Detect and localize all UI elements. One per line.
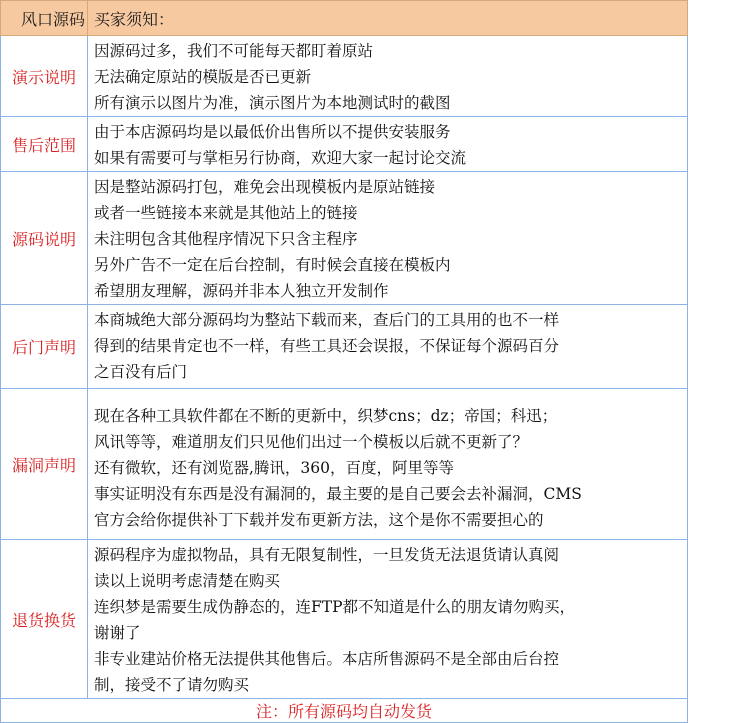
section-line: 读以上说明考虑清楚在购买 (94, 572, 281, 590)
section-line: 谢谢了 (94, 624, 141, 642)
section-line: 还有微软，还有浏览器,腾讯，360，百度，阿里等等 (94, 459, 455, 477)
notice-heading: 买家须知： (88, 1, 688, 36)
section-body (88, 305, 688, 389)
section-label: 售后范围 (1, 117, 88, 172)
section-line: 之百没有后门 (94, 363, 188, 381)
section-line: 未注明包含其他程序情况下只含主程序 (94, 230, 358, 248)
section-body (88, 36, 688, 117)
section-source (1, 172, 688, 305)
shop-name: 风口源码 (1, 1, 88, 36)
section-line: 非专业建站价格无法提供其他售后。本店所售源码不是全部由后台控 (94, 650, 560, 668)
section-line: 因源码过多，我们不可能每天都盯着原站 (94, 42, 374, 60)
section-label: 源码说明 (1, 172, 88, 305)
section-line: 所有演示以图片为准，演示图片为本地测试时的截图 (94, 94, 451, 112)
section-label: 演示说明 (1, 36, 88, 117)
section-line: 得到的结果肯定也不一样，有些工具还会误报，不保证每个源码百分 (94, 337, 560, 355)
section-label: 后门声明 (1, 305, 88, 389)
section-line: 风讯等等，难道朋友们只见他们出过一个模板以后就不更新了？ (94, 433, 529, 451)
footer-note: 注：所有源码均自动发货 (1, 699, 688, 723)
section-label: 漏洞声明 (1, 389, 88, 540)
section-body (88, 389, 688, 540)
section-label: 退货换货 (1, 540, 88, 699)
section-line: 另外广告不一定在后台控制，有时候会直接在模板内 (94, 256, 451, 274)
header-row (1, 1, 688, 36)
section-body (88, 172, 688, 305)
section-vulnerability (1, 389, 688, 540)
section-demo (1, 36, 688, 117)
section-line: 本商城绝大部分源码均为整站下载而来，查后门的工具用的也不一样 (94, 311, 560, 329)
section-line: 希望朋友理解，源码并非本人独立开发制作 (94, 282, 389, 300)
section-line: 源码程序为虚拟物品，具有无限复制性，一旦发货无法退货请认真阅 (94, 546, 560, 564)
section-returns (1, 540, 688, 699)
section-line: 因是整站源码打包，难免会出现模板内是原站链接 (94, 178, 436, 196)
section-after-sales (1, 117, 688, 172)
section-line: 现在各种工具软件都在不断的更新中，织梦cns；dz；帝国；科迅； (94, 407, 558, 425)
section-line: 如果有需要可与掌柜另行协商，欢迎大家一起讨论交流 (94, 149, 467, 167)
section-line: 由于本店源码均是以最低价出售所以不提供安装服务 (94, 123, 451, 141)
section-line: 官方会给你提供补丁下载并发布更新方法，这个是你不需要担心的 (94, 511, 544, 529)
section-line: 连织梦是需要生成伪静态的，连FTP都不知道是什么的朋友请勿购买， (94, 598, 576, 616)
section-line: 事实证明没有东西是没有漏洞的，最主要的是自己要会去补漏洞，CMS (94, 485, 582, 503)
section-backdoor (1, 305, 688, 389)
section-line: 制，接受不了请勿购买 (94, 676, 250, 694)
section-line: 无法确定原站的模版是否已更新 (94, 68, 312, 86)
section-body (88, 117, 688, 172)
section-body (88, 540, 688, 699)
section-line: 或者一些链接本来就是其他站上的链接 (94, 204, 358, 222)
